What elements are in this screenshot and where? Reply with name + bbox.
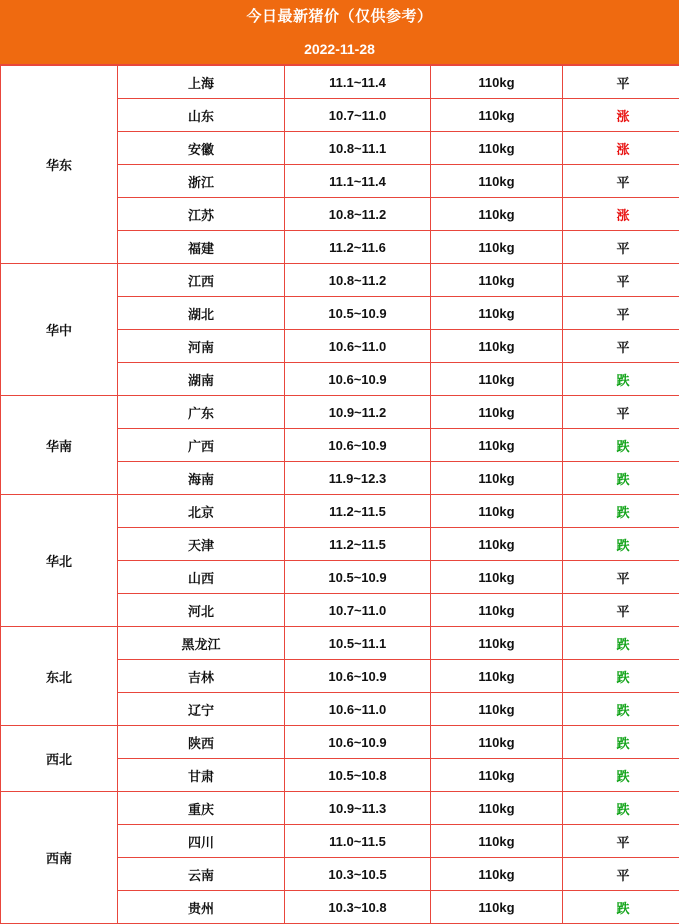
price-cell: 10.5~10.9	[285, 561, 431, 594]
price-cell: 10.6~10.9	[285, 660, 431, 693]
weight-cell: 110kg	[431, 858, 563, 891]
region-cell: 华北	[1, 495, 118, 627]
weight-cell: 110kg	[431, 66, 563, 99]
weight-cell: 110kg	[431, 198, 563, 231]
province-cell: 黑龙江	[118, 627, 285, 660]
province-cell: 北京	[118, 495, 285, 528]
price-cell: 11.0~11.5	[285, 825, 431, 858]
trend-cell: 跌	[563, 792, 679, 825]
trend-cell: 跌	[563, 759, 679, 792]
table-row	[1, 726, 679, 759]
province-cell: 四川	[118, 825, 285, 858]
price-cell: 11.2~11.6	[285, 231, 431, 264]
price-cell: 10.6~11.0	[285, 330, 431, 363]
province-cell: 天津	[118, 528, 285, 561]
weight-cell: 110kg	[431, 627, 563, 660]
province-cell: 江西	[118, 264, 285, 297]
weight-cell: 110kg	[431, 561, 563, 594]
price-cell: 10.8~11.2	[285, 264, 431, 297]
province-cell: 辽宁	[118, 693, 285, 726]
weight-cell: 110kg	[431, 264, 563, 297]
table-row	[1, 627, 679, 660]
table-row	[1, 792, 679, 825]
province-cell: 河南	[118, 330, 285, 363]
weight-cell: 110kg	[431, 462, 563, 495]
province-cell: 陕西	[118, 726, 285, 759]
price-table-body	[1, 66, 679, 924]
trend-cell: 跌	[563, 462, 679, 495]
province-cell: 福建	[118, 231, 285, 264]
trend-cell: 跌	[563, 495, 679, 528]
weight-cell: 110kg	[431, 726, 563, 759]
table-row	[1, 396, 679, 429]
trend-cell: 跌	[563, 693, 679, 726]
province-cell: 贵州	[118, 891, 285, 924]
price-cell: 10.7~11.0	[285, 99, 431, 132]
weight-cell: 110kg	[431, 429, 563, 462]
price-cell: 10.8~11.1	[285, 132, 431, 165]
province-cell: 上海	[118, 66, 285, 99]
weight-cell: 110kg	[431, 759, 563, 792]
price-cell: 11.1~11.4	[285, 165, 431, 198]
weight-cell: 110kg	[431, 660, 563, 693]
province-cell: 湖南	[118, 363, 285, 396]
province-cell: 山东	[118, 99, 285, 132]
region-cell: 华南	[1, 396, 118, 495]
trend-cell: 跌	[563, 429, 679, 462]
province-cell: 山西	[118, 561, 285, 594]
province-cell: 重庆	[118, 792, 285, 825]
trend-cell: 平	[563, 858, 679, 891]
trend-cell: 涨	[563, 132, 679, 165]
province-cell: 浙江	[118, 165, 285, 198]
weight-cell: 110kg	[431, 594, 563, 627]
weight-cell: 110kg	[431, 396, 563, 429]
trend-cell: 平	[563, 264, 679, 297]
price-cell: 10.6~10.9	[285, 726, 431, 759]
province-cell: 安徽	[118, 132, 285, 165]
price-cell: 11.9~12.3	[285, 462, 431, 495]
province-cell: 广西	[118, 429, 285, 462]
weight-cell: 110kg	[431, 132, 563, 165]
weight-cell: 110kg	[431, 792, 563, 825]
table-row	[1, 264, 679, 297]
province-cell: 海南	[118, 462, 285, 495]
price-cell: 10.5~10.9	[285, 297, 431, 330]
price-cell: 10.3~10.5	[285, 858, 431, 891]
weight-cell: 110kg	[431, 165, 563, 198]
province-cell: 江苏	[118, 198, 285, 231]
price-cell: 10.8~11.2	[285, 198, 431, 231]
weight-cell: 110kg	[431, 231, 563, 264]
trend-cell: 涨	[563, 99, 679, 132]
province-cell: 吉林	[118, 660, 285, 693]
price-table	[0, 65, 679, 924]
trend-cell: 跌	[563, 726, 679, 759]
page-title: 今日最新猪价（仅供参考）	[0, 0, 679, 34]
price-cell: 10.5~11.1	[285, 627, 431, 660]
trend-cell: 平	[563, 594, 679, 627]
province-cell: 云南	[118, 858, 285, 891]
trend-cell: 跌	[563, 627, 679, 660]
price-cell: 10.3~10.8	[285, 891, 431, 924]
trend-cell: 跌	[563, 363, 679, 396]
price-cell: 11.2~11.5	[285, 495, 431, 528]
price-cell: 10.6~11.0	[285, 693, 431, 726]
weight-cell: 110kg	[431, 495, 563, 528]
weight-cell: 110kg	[431, 330, 563, 363]
trend-cell: 平	[563, 66, 679, 99]
price-cell: 10.6~10.9	[285, 429, 431, 462]
region-cell: 西北	[1, 726, 118, 792]
date-badge: 2022-11-28	[0, 34, 679, 65]
weight-cell: 110kg	[431, 693, 563, 726]
table-row	[1, 495, 679, 528]
trend-cell: 平	[563, 165, 679, 198]
weight-cell: 110kg	[431, 891, 563, 924]
price-cell: 10.5~10.8	[285, 759, 431, 792]
price-cell: 10.9~11.3	[285, 792, 431, 825]
trend-cell: 跌	[563, 528, 679, 561]
trend-cell: 平	[563, 825, 679, 858]
weight-cell: 110kg	[431, 528, 563, 561]
weight-cell: 110kg	[431, 825, 563, 858]
trend-cell: 跌	[563, 891, 679, 924]
province-cell: 湖北	[118, 297, 285, 330]
trend-cell: 平	[563, 297, 679, 330]
table-row	[1, 66, 679, 99]
weight-cell: 110kg	[431, 297, 563, 330]
province-cell: 广东	[118, 396, 285, 429]
trend-cell: 平	[563, 330, 679, 363]
region-cell: 西南	[1, 792, 118, 924]
province-cell: 甘肃	[118, 759, 285, 792]
price-cell: 10.6~10.9	[285, 363, 431, 396]
trend-cell: 跌	[563, 660, 679, 693]
trend-cell: 平	[563, 231, 679, 264]
trend-cell: 平	[563, 561, 679, 594]
weight-cell: 110kg	[431, 363, 563, 396]
region-cell: 华东	[1, 66, 118, 264]
province-cell: 河北	[118, 594, 285, 627]
trend-cell: 平	[563, 396, 679, 429]
price-cell: 11.1~11.4	[285, 66, 431, 99]
price-cell: 11.2~11.5	[285, 528, 431, 561]
trend-cell: 涨	[563, 198, 679, 231]
price-cell: 10.7~11.0	[285, 594, 431, 627]
region-cell: 华中	[1, 264, 118, 396]
price-cell: 10.9~11.2	[285, 396, 431, 429]
region-cell: 东北	[1, 627, 118, 726]
weight-cell: 110kg	[431, 99, 563, 132]
